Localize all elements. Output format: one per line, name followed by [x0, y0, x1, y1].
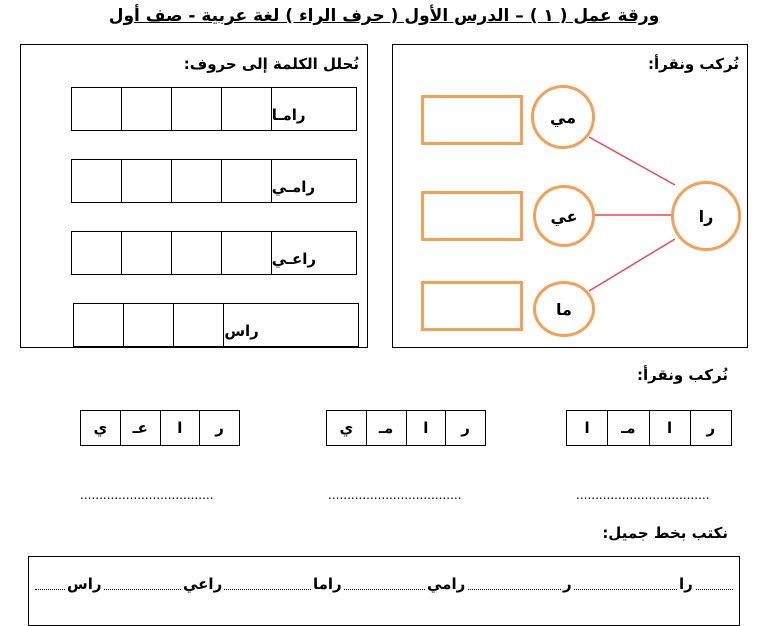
letter-cell: ي: [81, 411, 121, 445]
letter-cell: ر: [461, 419, 470, 437]
answer-dots[interactable]: ...................................: [576, 488, 710, 502]
center-circle: را: [671, 181, 741, 251]
compose-panel: [392, 44, 748, 348]
letter-cell: مـ: [367, 411, 407, 445]
letter-box[interactable]: [222, 160, 272, 202]
word-label: رامـي: [271, 178, 316, 196]
letter-box[interactable]: [122, 160, 172, 202]
letter-cell: مـ: [608, 411, 649, 445]
compose-heading: نُركب ونقرأ:: [647, 55, 739, 73]
letter-box[interactable]: [72, 232, 122, 274]
syllable-circle: مي: [531, 85, 595, 149]
word-row: [71, 87, 357, 131]
letter-box[interactable]: [74, 304, 124, 346]
letter-cell: عـ: [121, 411, 161, 445]
analyze-panel: [20, 44, 368, 348]
compose2-heading: نُركب ونقرأ:: [636, 366, 728, 384]
word-row: [71, 231, 357, 275]
letter-cell: ا: [407, 411, 447, 445]
handwriting-word: رامي: [427, 575, 466, 593]
handwriting-word: را: [679, 575, 693, 593]
letter-cell: ا: [567, 411, 608, 445]
word-row: [71, 159, 357, 203]
letter-box[interactable]: [174, 304, 224, 346]
answer-box[interactable]: [421, 281, 523, 331]
letter-box[interactable]: [172, 88, 222, 130]
word-label: رامـا: [271, 106, 306, 124]
letter-box[interactable]: [222, 88, 272, 130]
letter-box[interactable]: [122, 88, 172, 130]
word-label: راعـي: [271, 250, 317, 268]
writing-line[interactable]: [35, 589, 733, 590]
analyze-heading: نُحلل الكلمة إلى حروف:: [183, 55, 359, 73]
handwriting-word: راما: [313, 575, 342, 593]
letter-box[interactable]: [72, 160, 122, 202]
syllable-circle: ما: [533, 281, 595, 337]
letter-cell: ا: [650, 411, 691, 445]
handwriting-word: ر: [563, 575, 572, 593]
connector-line: [589, 239, 675, 291]
letters-group: [566, 410, 732, 446]
syllable-circle: عي: [533, 185, 595, 247]
letters-group: [80, 410, 240, 446]
answer-box[interactable]: [421, 95, 523, 145]
answer-box[interactable]: [421, 191, 523, 241]
answer-dots[interactable]: ...................................: [328, 488, 462, 502]
letters-group: [326, 410, 486, 446]
handwriting-word: راعي: [183, 575, 223, 593]
letter-box[interactable]: [72, 88, 122, 130]
letter-box[interactable]: [122, 232, 172, 274]
letter-cell: ي: [327, 411, 367, 445]
handwriting-heading: نكتب بخط جميل:: [602, 524, 728, 542]
letter-cell: ر: [215, 419, 224, 437]
word-label: راس: [224, 322, 259, 340]
letter-cell: ر: [706, 419, 716, 437]
page-title: ورقة عمل ( ١ ) – الدرس الأول ( حرف الراء ) لغة عربية - صف أول: [108, 6, 660, 26]
letter-box[interactable]: [172, 232, 222, 274]
word-row: [73, 303, 359, 347]
letter-box[interactable]: [172, 160, 222, 202]
handwriting-word: راس: [67, 575, 102, 593]
connector-line: [589, 137, 675, 185]
letter-cell: ا: [161, 411, 201, 445]
handwriting-box: [28, 556, 740, 626]
letter-box[interactable]: [222, 232, 272, 274]
letter-box[interactable]: [124, 304, 174, 346]
answer-dots[interactable]: ...................................: [80, 488, 214, 502]
